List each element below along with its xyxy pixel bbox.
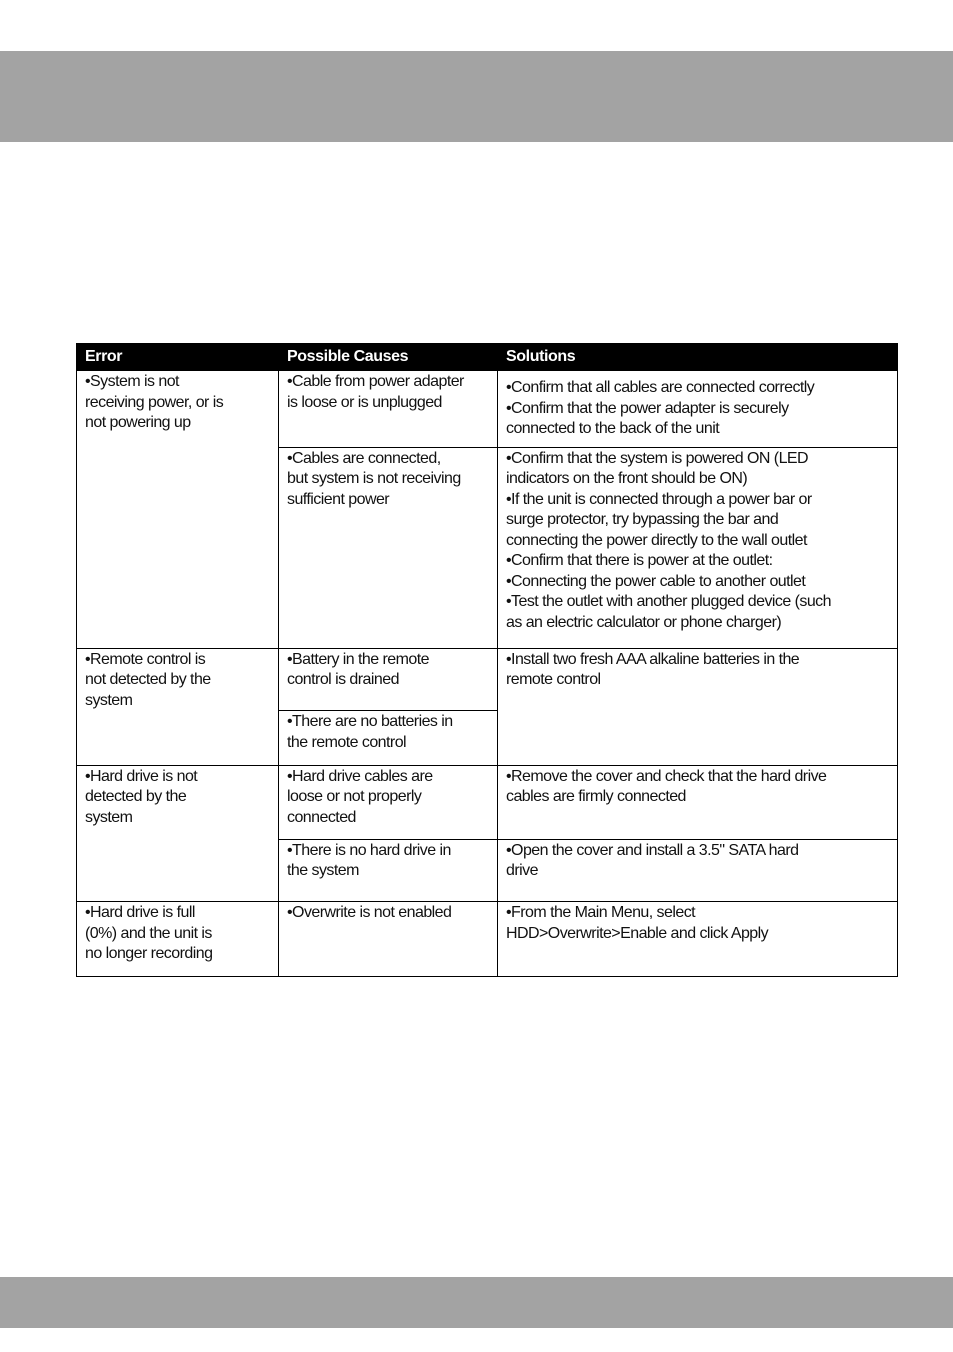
table-row [77, 902, 898, 977]
cause-cell: •There are no batteries in the remote control [279, 711, 498, 766]
solution-cell: •Confirm that the system is powered ON (LED indicators on the front should be ON) •If the unit is connected through a power bar or surge protector, try bypassing the bar and connecting the power directly to the wall outlet •Confirm that there is power at the outlet: •Connecting the power cable to another outlet •Test the outlet with another plugged device (such as an electric calculator or phone charger) [498, 447, 898, 648]
cause-cell: •Overwrite is not enabled [279, 902, 498, 977]
cause-cell: •Cable from power adapter is loose or is unplugged [279, 371, 498, 448]
solution-cell: •Install two fresh AAA alkaline batteries in the remote control [498, 648, 898, 765]
column-header-possible-causes: Possible Causes [279, 344, 498, 371]
error-cell: •Hard drive is full (0%) and the unit is no longer recording [77, 902, 279, 977]
column-header-solutions: Solutions [498, 344, 898, 371]
cause-cell: •Cables are connected, but system is not receiving sufficient power [279, 447, 498, 648]
error-cell: •Remote control is not detected by the system [77, 648, 279, 765]
table-row [77, 648, 898, 711]
solution-cell: •Confirm that all cables are connected correctly •Confirm that the power adapter is securely connected to the back of the unit [498, 371, 898, 448]
table-header-row [77, 344, 898, 371]
solution-cell: •Open the cover and install a 3.5" SATA hard drive [498, 839, 898, 902]
footer-band [0, 1277, 953, 1328]
column-header-error: Error [77, 344, 279, 371]
table-row [77, 765, 898, 839]
solution-cell: •From the Main Menu, select HDD>Overwrite>Enable and click Apply [498, 902, 898, 977]
cause-cell: •Hard drive cables are loose or not properly connected [279, 765, 498, 839]
error-cell: •System is not receiving power, or is not powering up [77, 371, 279, 649]
table-row [77, 371, 898, 448]
error-cell: •Hard drive is not detected by the system [77, 765, 279, 901]
solution-cell: •Remove the cover and check that the hard drive cables are firmly connected [498, 765, 898, 839]
cause-cell: •There is no hard drive in the system [279, 839, 498, 902]
header-band [0, 51, 953, 142]
troubleshooting-table [76, 343, 898, 977]
cause-cell: •Battery in the remote control is drained [279, 648, 498, 711]
